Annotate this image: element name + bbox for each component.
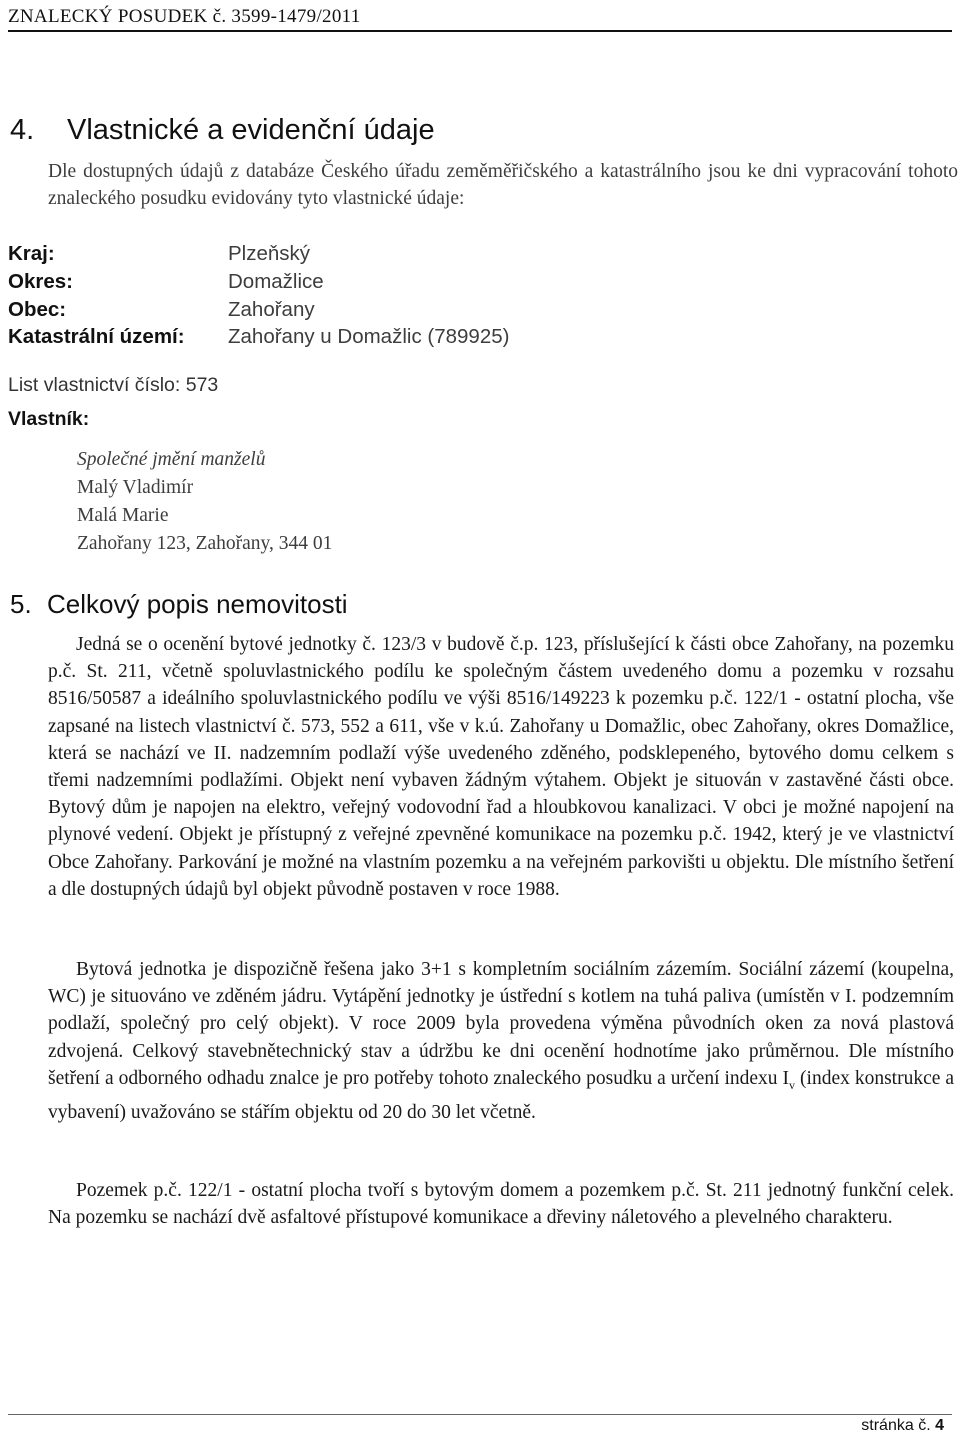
document-title: ZNALECKÝ POSUDEK č. 3599-1479/2011 [8, 6, 361, 27]
index-symbol: $I_v$ [782, 1067, 796, 1092]
section-4-heading [10, 114, 435, 147]
list-vlastnictvi [8, 374, 218, 397]
info-value: Plzeňský [228, 242, 311, 265]
unit-paragraph [48, 956, 954, 1126]
lv-label: List vlastnictví číslo: [8, 374, 181, 396]
lv-number: 573 [185, 374, 219, 396]
info-label: Kraj: [8, 242, 55, 265]
info-value: Zahořany u Domažlic (789925) [228, 325, 510, 348]
section-number: 5. [10, 589, 32, 619]
land-paragraph [48, 1177, 954, 1231]
owner-line: Malý Vladimír [77, 477, 194, 498]
description-paragraph [48, 631, 954, 903]
info-label: Katastrální území: [8, 325, 185, 348]
owner-line: Společné jmění manželů [77, 449, 266, 470]
paragraph-text: (index konstrukce a vybavení) uvažováno se stářím objektu od 20 do 30 let včetně. [48, 1067, 955, 1123]
section-5-heading [10, 589, 348, 620]
owner-label: Vlastník: [8, 408, 90, 430]
owner-line: Malá Marie [77, 505, 169, 526]
paragraph-text: Bytová jednotka je dispozičně řešena jako 3+1 s kompletním sociálním zázemím. Sociální zázemí (koupelna, WC) je situováno ve zděném jádru. Vytápění jednotky je ústřední s kotlem na tuhá paliva (umístěn v I. podzemním podlaží, společný pro celý objekt). V roce 2009 byla provedena výměna původních oken za nová plastová zdvojená. Celkový stavebnětechnický stav a údržbu ke dni ocenění hodnotíme jako průměrnou. Dle místního šetření a odborného odhadu znalce je pro potřeby tohoto znaleckého posudku a určení indexu [48, 959, 954, 1089]
owner-line: Zahořany 123, Zahořany, 344 01 [77, 533, 333, 554]
page-number: stránka č. 4 [861, 1417, 944, 1434]
section-title: Vlastnické a evidenční údaje [67, 114, 435, 146]
page-header [8, 4, 952, 32]
paragraph-text: Jedná se o ocenění bytové jednotky č. 123/3 v budově č.p. 123, příslušející k části obce Zahořany, na pozemku p.č. St. 211, včetně spoluvlastnického podílu ke společným částem uvedeného domu a pozemku v rozsahu 8516/50587 a ideálního spoluvlastnického podílu ve výši 8516/149223 k pozemku p.č. 122/1 - ostatní plocha, vše zapsané na listech vlastnictví č. 573, 552 a 611, vše v k.ú. Zahořany u Domažlic, obec Zahořany, okres Domažlice, která se nachází ve II. nadzemním podlaží výše uvedeného zděného, podsklepeného, bytového domu celkem s třemi nadzemními podlažími. Objekt není vybaven žádným výtahem. Objekt je situován v zastavěné části obce. Bytový dům je napojen na elektro, veřejný vodovodní řad a hloubkovou kanalizaci. V obci je možné napojení na plynové vedení. Objekt je přístupný z veřejné zpevněné komunikace na pozemku p.č. 1942, který je ve vlastnictví Obce Zahořany. Parkování je možné na vlastním pozemku a na veřejném parkovišti u objektu. Dle místního šetření a dle dostupných údajů byl objekt původně postaven v roce 1988. [48, 634, 954, 900]
paragraph-text: Pozemek p.č. 122/1 - ostatní plocha tvoří s bytovým domem a pozemkem p.č. St. 211 jednotný funkční celek. Na pozemku se nachází dvě asfaltové přístupové komunikace a dřeviny náletového a plevelného charakteru. [48, 1180, 954, 1229]
owner-block [77, 446, 332, 558]
page-footer [8, 1414, 952, 1434]
info-label: Obec: [8, 298, 67, 321]
intro-paragraph: Dle dostupných údajů z databáze Českého úřadu zeměměřičského a katastrálního jsou ke dni vypracování tohoto znaleckého posudku evidovány tyto vlastnické údaje: [48, 161, 958, 209]
info-value: Zahořany [228, 298, 315, 321]
info-value: Domažlice [228, 270, 324, 293]
section-number: 4. [10, 114, 35, 146]
info-label: Okres: [8, 270, 73, 293]
section-title: Celkový popis nemovitosti [47, 589, 348, 619]
